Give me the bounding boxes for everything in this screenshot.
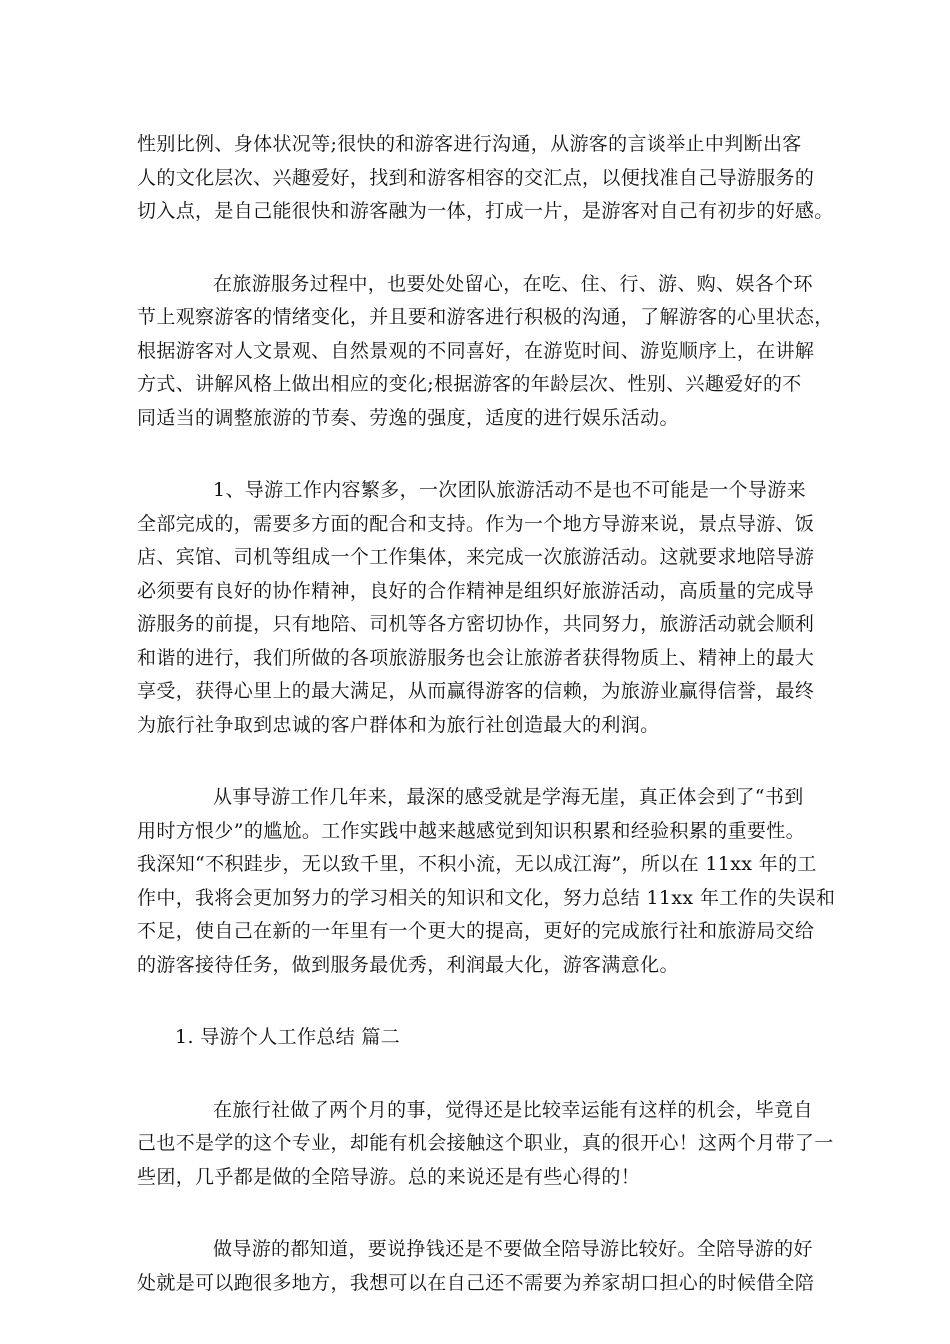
text-line: 的游客接待任务，做到服务最优秀，利润最大化，游客满意化。 xyxy=(137,953,679,976)
text-line: 1、导游工作内容繁多，一次团队旅游活动不是也不可能是一个导游来 xyxy=(213,479,806,501)
text-line: 些团，几乎都是做的全陪导游。总的来说还是有些心得的！ xyxy=(137,1165,641,1188)
paragraph-5 xyxy=(137,1094,834,1195)
paragraph-1 xyxy=(137,128,834,229)
text-line: 从事导游工作几年来，最深的感受就是学海无崖，真正体会到了“书到 xyxy=(213,786,804,808)
document-body xyxy=(137,128,836,1300)
text-line: 必须要有良好的协作精神，良好的合作精神是组织好旅游活动，高质量的完成导 xyxy=(137,579,815,602)
paragraph-2 xyxy=(137,268,834,436)
text-line: 店、宾馆、司机等组成一个工作集体，来完成一次旅游活动。这就要求地陪导游 xyxy=(137,546,815,568)
section-title: 1. 导游个人工作总结 篇二 xyxy=(175,1026,401,1048)
text-line: 游服务的前提，只有地陪、司机等各方密切协作，共同努力，旅游活动就会顺利 xyxy=(137,613,815,635)
text-line: 同适当的调整旅游的节奏、劳逸的强度，适度的进行娱乐活动。 xyxy=(137,406,679,429)
text-line: 根据游客对人文景观、自然景观的不同喜好，在游览时间、游览顺序上，在讲解 xyxy=(137,339,815,362)
text-line: 人的文化层次、兴趣爱好，找到和游客相容的交汇点，以便找准自己导游服务的 xyxy=(137,166,815,189)
paragraph-4 xyxy=(137,781,836,982)
text-line: 享受，获得心里上的最大满足，从而赢得游客的信赖，为旅游业赢得信誉，最终 xyxy=(137,680,815,702)
paragraph-3 xyxy=(137,474,819,742)
text-line: 我深知“不积跬步，无以致千里，不积小流，无以成江海”，所以在 11xx 年的工 xyxy=(137,853,817,875)
text-line: 不足，使自己在新的一年里有一个更大的提高，更好的完成旅行社和旅游局交给 xyxy=(137,920,815,942)
text-line: 己也不是学的这个专业，却能有机会接触这个职业，真的很开心！这两个月带了一 xyxy=(137,1132,834,1154)
text-line: 切入点，是自己能很快和游客融为一体，打成一片，是游客对自己有初步的好感。 xyxy=(137,200,834,222)
text-line: 为旅行社争取到忠诚的客户群体和为旅行社创造最大的利润。 xyxy=(137,713,660,736)
text-line: 全部完成的，需要多方面的配合和支持。作为一个地方导游来说，景点导游、饭 xyxy=(137,512,815,535)
text-line: 作中，我将会更加努力的学习相关的知识和文化，努力总结 11xx 年工作的失误和 xyxy=(137,886,836,909)
text-line: 做导游的都知道，要说挣钱还是不要做全陪导游比较好。全陪导游的好 xyxy=(213,1238,813,1260)
text-line: 方式、讲解风格上做出相应的变化;根据游客的年龄层次、性别、兴趣爱好的不 xyxy=(137,373,802,395)
text-line: 性别比例、身体状况等;很快的和游客进行沟通，从游客的言谈举止中判断出客 xyxy=(137,133,802,155)
paragraph-6 xyxy=(137,1233,819,1300)
text-line: 用时方恨少”的尴尬。工作实践中越来越感觉到知识积累和经验积累的重要性。 xyxy=(137,819,805,842)
text-line: 在旅游服务过程中，也要处处留心，在吃、住、行、游、购、娱各个环 xyxy=(213,272,813,295)
text-line: 处就是可以跑很多地方，我想可以在自己还不需要为养家胡口担心的时候借全陪 xyxy=(137,1271,815,1294)
text-line: 在旅行社做了两个月的事，觉得还是比较幸运能有这样的机会，毕竟自 xyxy=(213,1098,813,1121)
text-line: 节上观察游客的情绪变化，并且要和游客进行积极的沟通，了解游客的心里状态， xyxy=(137,306,834,328)
text-line: 和谐的进行，我们所做的各项旅游服务也会让旅游者获得物质上、精神上的最大 xyxy=(137,646,815,669)
section-heading xyxy=(137,1021,819,1055)
